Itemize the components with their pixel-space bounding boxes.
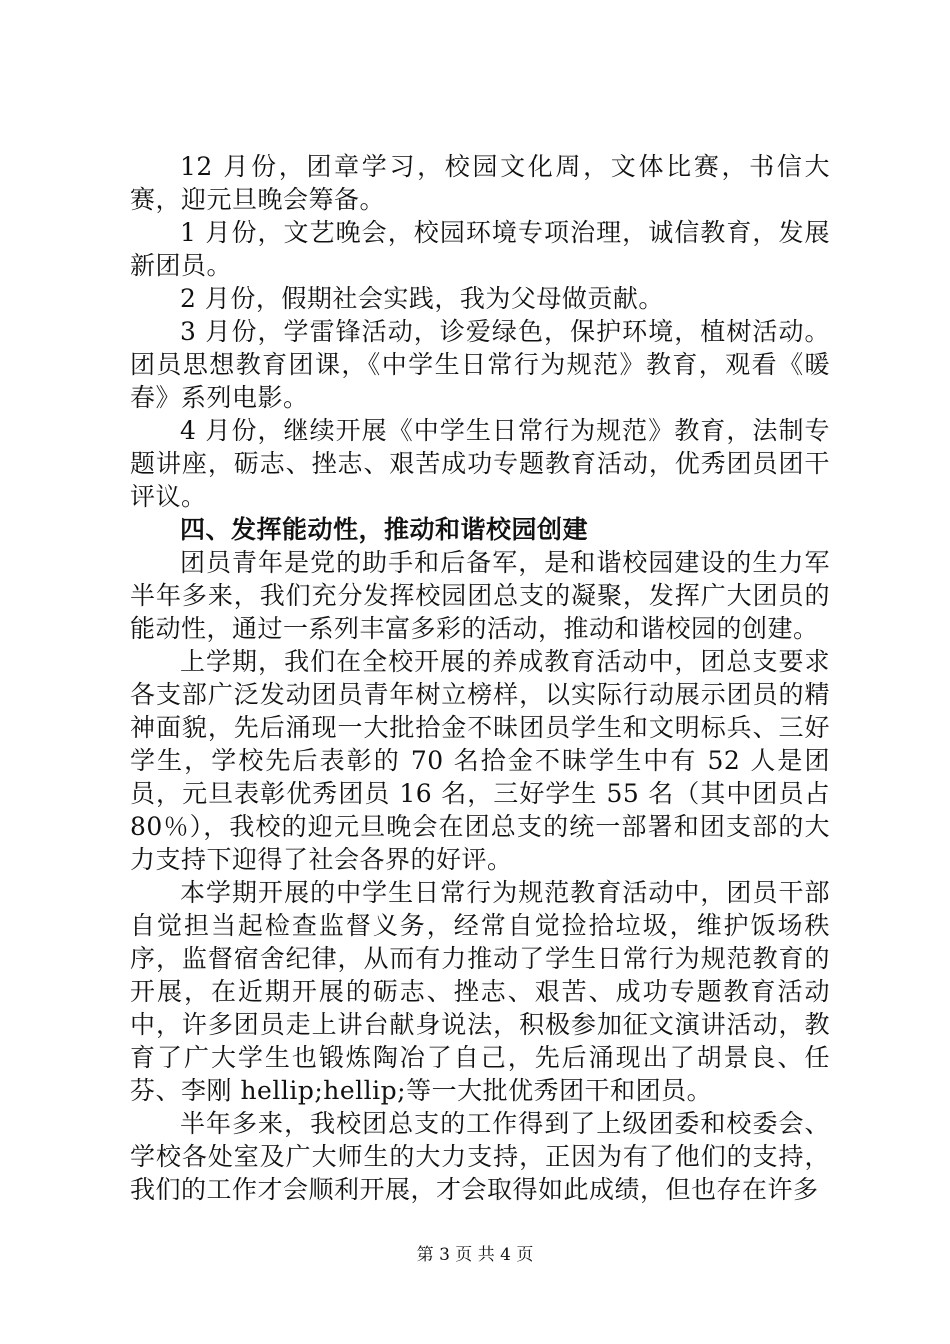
page-footer: 第 3 页 共 4 页 <box>416 1245 534 1265</box>
paragraph-youth-role: 团员青年是党的助手和后备军，是和谐校园建设的生力军半年多来，我们充分发挥校园团总支的凝聚，发挥广大团员的能动性，通过一系列丰富多彩的活动，推动和谐校园的创建。 <box>130 548 830 643</box>
section-heading: 四、发挥能动性，推动和谐校园创建 <box>180 515 589 544</box>
paragraph-december: 12 月份，团章学习，校园文化周，文体比赛，书信大赛，迎元旦晚会筹备。 <box>130 152 830 214</box>
paragraph-march: 3 月份，学雷锋活动，诊爱绿色，保护环境，植树活动。团员思想教育团课，《中学生日常行为规范》教育，观看《暖春》系列电影。 <box>130 317 830 412</box>
paragraph-april: 4 月份，继续开展《中学生日常行为规范》教育，法制专题讲座，砺志、挫志、艰苦成功专题教育活动，优秀团员团干评议。 <box>130 416 830 511</box>
document-body <box>130 150 830 1206</box>
paragraph-january: 1 月份，文艺晚会，校园环境专项治理，诚信教育，发展新团员。 <box>130 218 830 280</box>
paragraph-half-year: 半年多来，我校团总支的工作得到了上级团委和校委会、学校各处室及广大师生的大力支持，正因为有了他们的支持，我们的工作才会顺利开展，才会取得如此成绩，但也存在许多 <box>130 1109 830 1204</box>
paragraph-this-semester: 本学期开展的中学生日常行为规范教育活动中，团员干部自觉担当起检查监督义务，经常自觉捡拾垃圾，维护饭场秩序，监督宿舍纪律，从而有力推动了学生日常行为规范教育的开展，在近期开展的砺志、挫志、艰苦、成功专题教育活动中，许多团员走上讲台献身说法，积极参加征文演讲活动，教育了广大学生也锻炼陶冶了自己，先后涌现出了胡景良、任芬、李刚 hellip;hellip;等一大批优秀团干和团员。 <box>130 878 830 1105</box>
paragraph-february: 2 月份，假期社会实践，我为父母做贡献。 <box>180 284 664 313</box>
paragraph-last-semester: 上学期，我们在全校开展的养成教育活动中，团总支要求各支部广泛发动团员青年树立榜样，以实际行动展示团员的精神面貌，先后涌现一大批拾金不昧团员学生和文明标兵、三好学生，学校先后表彰的 70 名拾金不昧学生中有 52 人是团员，元旦表彰优秀团员 16 名，三好学生 55 名（其中团员占 80％），我校的迎元旦晚会在团总支的统一部署和团支部的大力支持下迎得了社会各界的好评。 <box>130 647 830 874</box>
